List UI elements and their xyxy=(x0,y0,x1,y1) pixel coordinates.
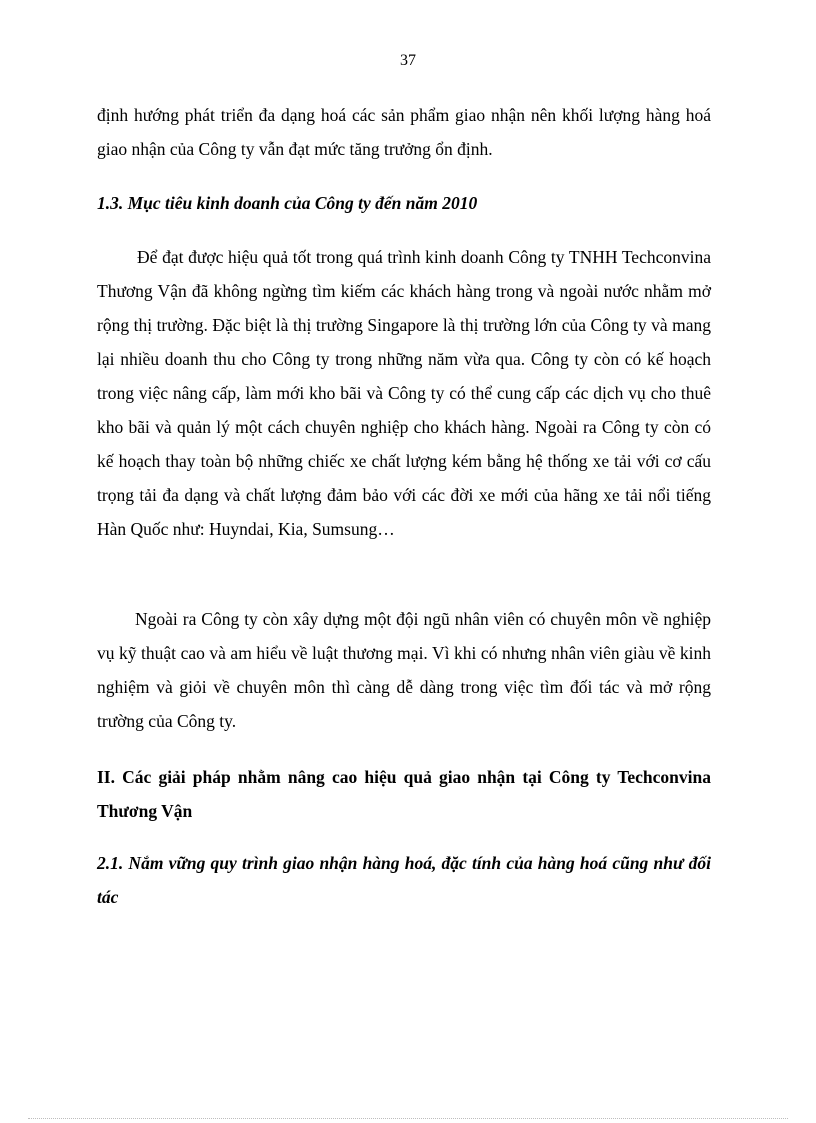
section-heading-II-text: II. Các giải pháp nhằm nâng cao hiệu quả giao nhận tại Công ty Techconvina Thương Vận xyxy=(97,767,711,821)
paragraph-continued-text: định hướng phát triển đa dạng hoá các sản phẩm giao nhận nên khối lượng hàng hoá giao nhận của Công ty vẫn đạt mức tăng trưởng ổn định. xyxy=(97,105,711,159)
section-heading-II xyxy=(97,760,711,828)
paragraph-goals xyxy=(97,240,711,546)
page-number: 37 xyxy=(400,52,416,69)
section-heading-2-1 xyxy=(97,846,711,914)
section-heading-1-3-text: 1.3. Mục tiêu kinh doanh của Công ty đến năm 2010 xyxy=(97,193,478,213)
section-heading-1-3 xyxy=(97,186,711,220)
paragraph-continued xyxy=(97,98,711,166)
paragraph-staff xyxy=(97,602,711,738)
paragraph-goals-text: Để đạt được hiệu quả tốt trong quá trình kinh doanh Công ty TNHH Techconvina Thương Vận đã không ngừng tìm kiếm các khách hàng trong và ngoài nước nhằm mở rộng thị trường. Đặc biệt là thị trường Singapore là thị trường lớn của Công ty và mang lại nhiều doanh thu cho Công ty trong những năm vừa qua. Công ty còn có kế hoạch trong việc nâng cấp, làm mới kho bãi và Công ty có thể cung cấp các dịch vụ cho thuê kho bãi và quản lý một cách chuyên nghiệp cho khách hàng. Ngoài ra Công ty còn có kế hoạch thay toàn bộ những chiếc xe chất lượng kém bằng hệ thống xe tải với cơ cấu trọng tải đa dạng và chất lượng đảm bảo với các đời xe mới của hãng xe tải nổi tiếng Hàn Quốc như: Huyndai, Kia, Sumsung… xyxy=(97,247,711,539)
paragraph-staff-text: Ngoài ra Công ty còn xây dựng một đội ngũ nhân viên có chuyên môn về nghiệp vụ kỹ thuật cao và am hiểu về luật thương mại. Vì khi có nhưng nhân viên giàu về kinh nghiệm và giỏi về chuyên môn thì càng dễ dàng trong việc tìm đối tác và mở rộng trường của Công ty. xyxy=(97,609,711,731)
section-heading-2-1-text: 2.1. Nắm vững quy trình giao nhận hàng hoá, đặc tính của hàng hoá cũng như đối tác xyxy=(97,853,711,907)
page-bottom-divider xyxy=(28,1118,788,1119)
